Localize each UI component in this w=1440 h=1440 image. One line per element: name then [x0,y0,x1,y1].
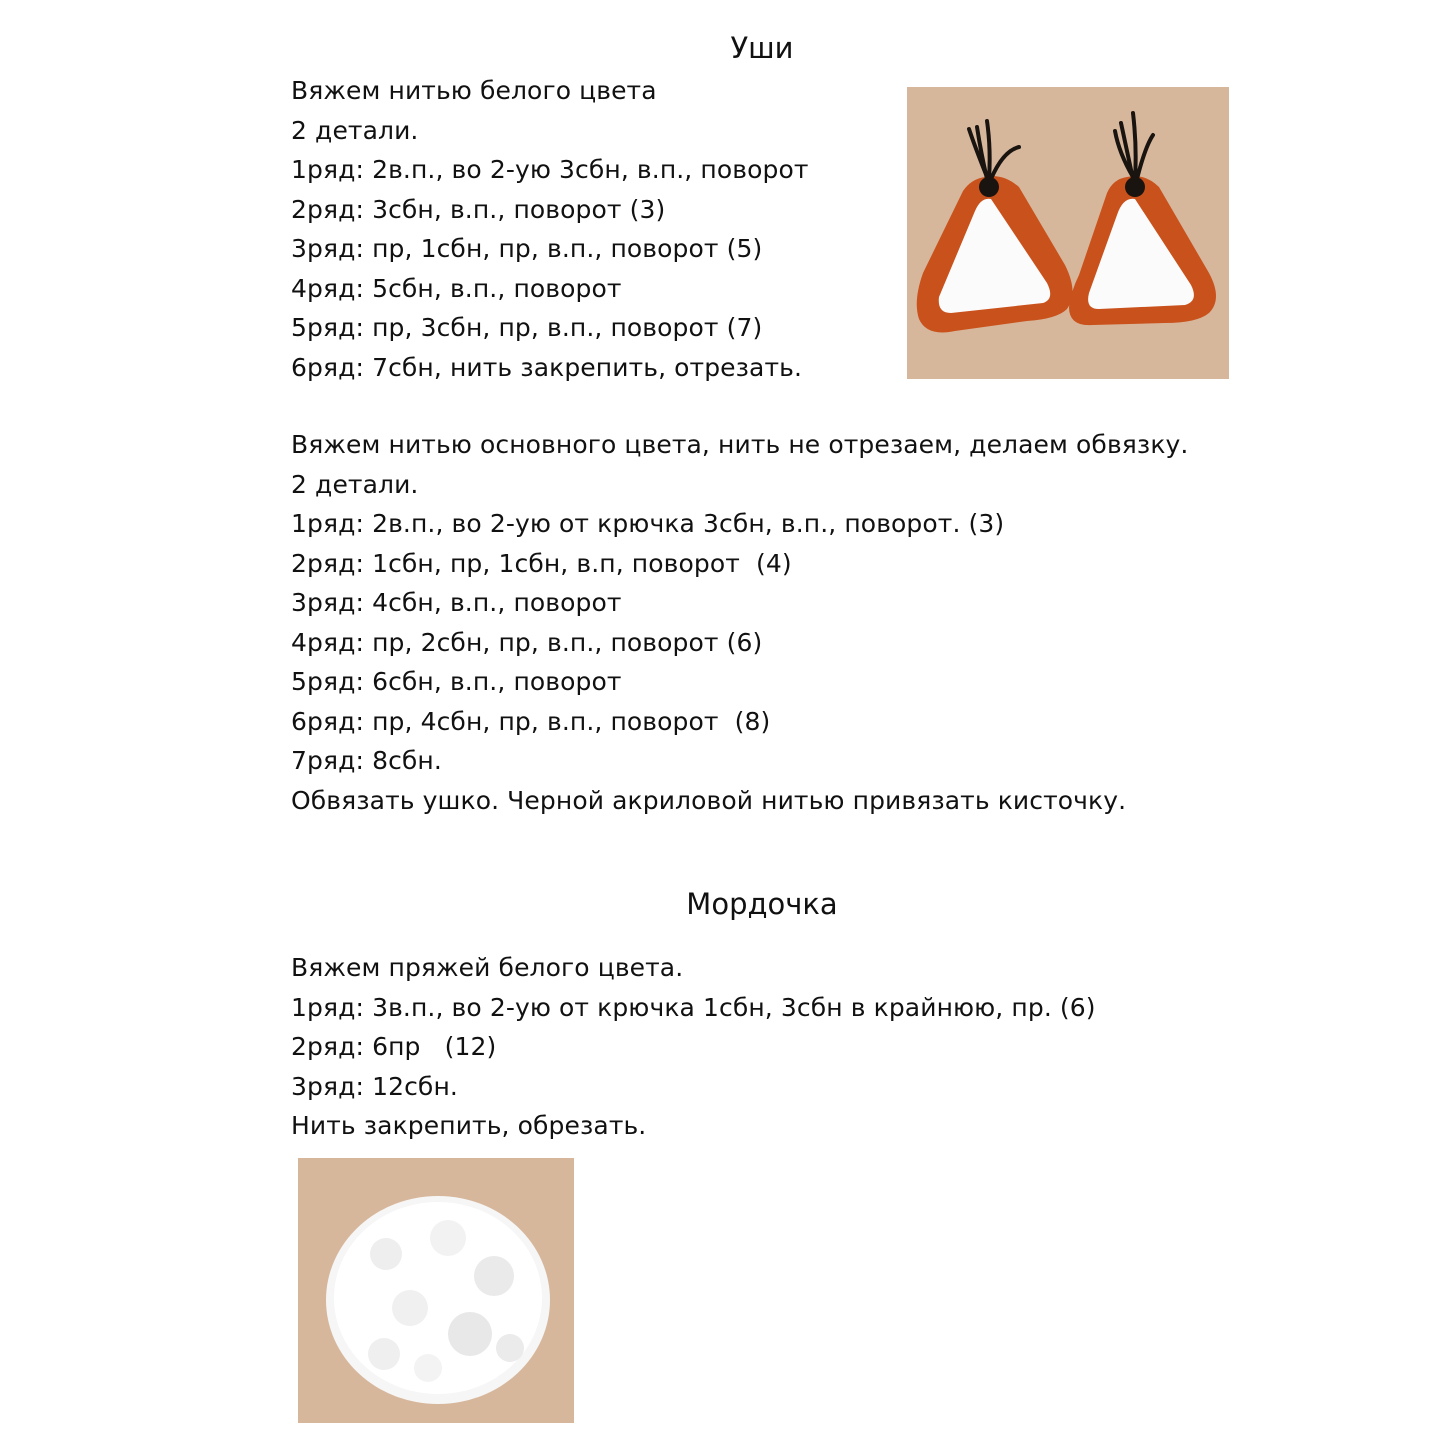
instruction-line: 5ряд: пр, 3сбн, пр, в.п., поворот (7) [291,313,763,342]
instruction-line: Вяжем пряжей белого цвета. [291,953,684,982]
instruction-line: 1ряд: 2в.п., во 2-ую 3сбн, в.п., поворот [291,155,809,184]
instruction-line: 3ряд: 4сбн, в.п., поворот [291,588,622,617]
instruction-line: 7ряд: 8сбн. [291,746,442,775]
instruction-line: Обвязать ушко. Черной акриловой нитью привязать кисточку. [291,785,1127,815]
instruction-line: 5ряд: 6сбн, в.п., поворот [291,667,622,696]
instruction-line: 2ряд: 1сбн, пр, 1сбн, в.п, поворот (4) [291,548,792,578]
instruction-line: 4ряд: пр, 2сбн, пр, в.п., поворот (6) [291,627,763,657]
instruction-line: 1ряд: 3в.п., во 2-ую от крючка 1сбн, 3сбн в крайнюю, пр. (6) [291,992,1096,1022]
instruction-line: Вяжем нитью белого цвета [291,76,657,105]
instruction-line: 6ряд: 7сбн, нить закрепить, отрезать. [291,352,803,382]
muzzle-photo [298,1158,574,1423]
instruction-line: 3ряд: 12сбн. [291,1071,458,1101]
instruction-line: 3ряд: пр, 1сбн, пр, в.п., поворот (5) [291,234,763,263]
ears-white-part-instructions [291,71,809,387]
instruction-line: 2ряд: 3сбн, в.п., поворот (3) [291,194,666,224]
instruction-line: 2 детали. [291,469,419,499]
ears-main-part-instructions [291,425,1188,820]
muzzle-instructions [291,948,1096,1146]
instruction-line: Нить закрепить, обрезать. [291,1111,647,1140]
instruction-line: 6ряд: пр, 4сбн, пр, в.п., поворот (8) [291,706,771,736]
instruction-line: 4ряд: 5сбн, в.п., поворот [291,273,622,303]
ears-photo [907,87,1229,379]
instruction-line: 2ряд: 6пр (12) [291,1032,497,1061]
muzzle-heading: Мордочка [686,887,838,921]
instruction-line: 1ряд: 2в.п., во 2-ую от крючка 3сбн, в.п., поворот. (3) [291,509,1005,538]
instruction-line: 2 детали. [291,115,419,145]
instruction-line: Вяжем нитью основного цвета, нить не отрезаем, делаем обвязку. [291,430,1189,459]
ears-heading: Уши [730,31,794,65]
